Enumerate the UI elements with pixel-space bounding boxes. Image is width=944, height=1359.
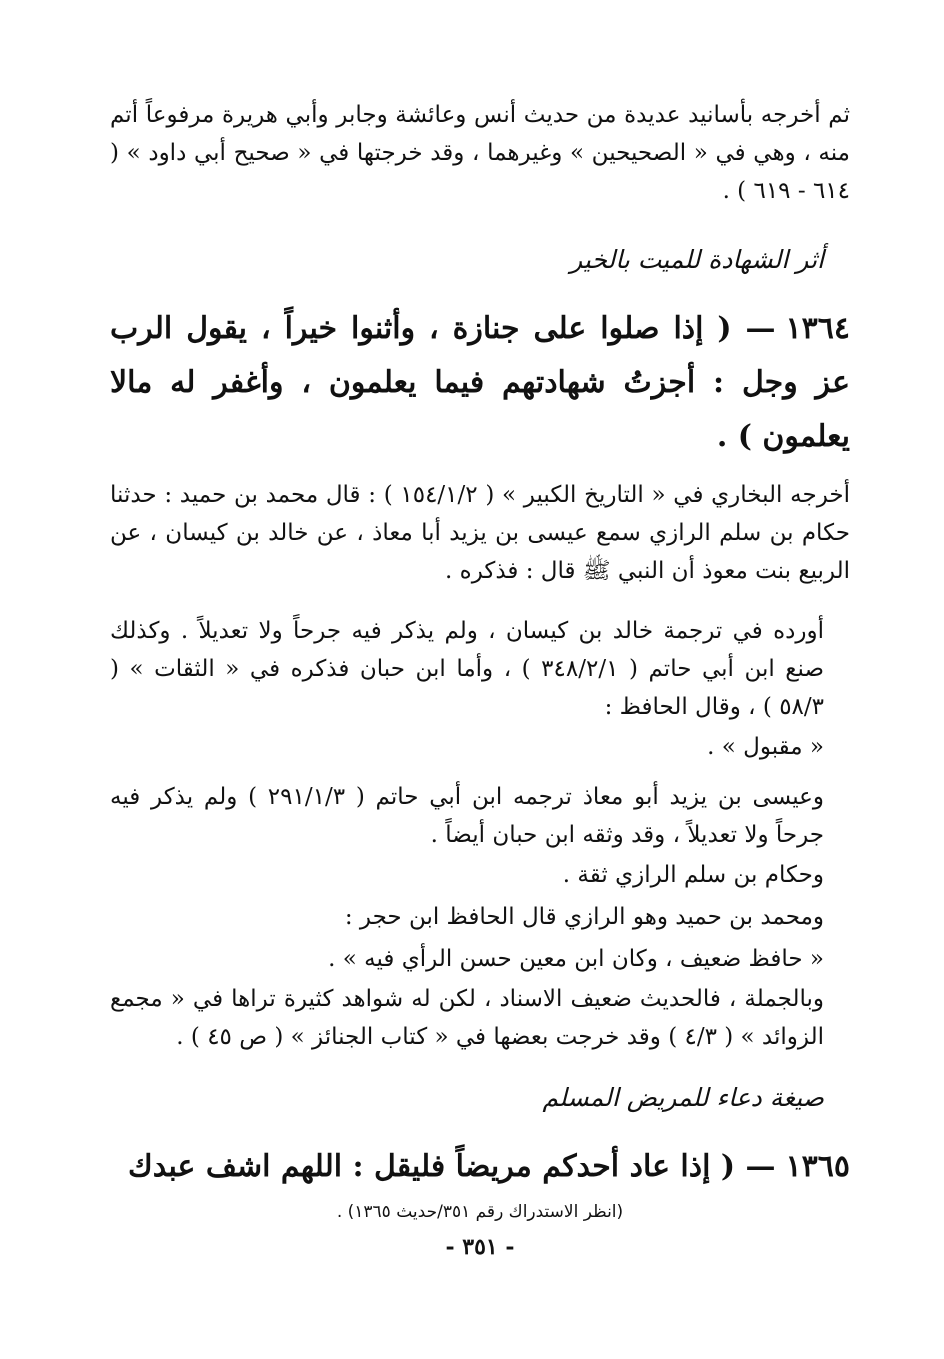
footnote-reference: (انظر الاستدراك رقم ٣٥١/حديث ١٣٦٥) . [336,1202,624,1222]
hakkam-line: وحكام بن سلم الرازي ثقة . [562,862,824,888]
section-heading-witness: أثر الشهادة للميت بالخير [570,245,824,274]
maqbul-line: « مقبول » . [707,734,824,760]
muhammad-line: ومحمد بن حميد وهو الرازي قال الحافظ ابن حجر : [344,904,824,930]
hadith-number: ١٣٦٤ [785,311,850,346]
intro-paragraph: ثم أخرجه بأسانيد عديدة من حديث أنس وعائشة وجابر وأبي هريرة مرفوعاً أتم منه ، وهي في « الصحيحين » وغيرهما ، وقد خرجتها في « صحيح أبي داود » ( ٦١٤ - ٦١٩ ) . [110,102,850,204]
section-heading-supplication: صيغة دعاء للمريض المسلم [542,1083,824,1112]
hadith-1364 [110,302,850,464]
hadith-number: ١٣٦٥ [785,1149,850,1184]
hadith-text: — ( إذا صلوا على جنازة ، وأثنوا خيراً ، يقول الرب عز وجل : أجزتُ شهادتهم فيما يعلمون ، وأغفر له مالا يعلمون ) . [110,311,850,454]
isa-paragraph: وعيسى بن يزيد أبو معاذ ترجمه ابن أبي حاتم ( ٢٩١/١/٣ ) ولم يذكر فيه جرحاً ولا تعديلاً ، وقد وثقه ابن حبان أيضاً . [110,784,824,848]
page-number: - ٣٥١ - [445,1234,515,1260]
hadith-1365 [110,1140,850,1194]
hafiz-quote-line: « حافظ ضعيف ، وكان ابن معين حسن الرأي فيه » . [328,946,824,972]
hadith-text: — ( إذا عاد أحدكم مريضاً فليقل : اللهم اشف عبدك [128,1149,776,1184]
conclusion-paragraph: وبالجملة ، فالحديث ضعيف الاسناد ، لكن له شواهد كثيرة تراها في « مجمع الزوائد » ( ٤/٣ ) وقد خرجت بعضها في « كتاب الجنائز » ( ص ٤٥ ) . [110,986,824,1050]
document-page [110,96,850,1260]
tarjama-paragraph: أورده في ترجمة خالد بن كيسان ، ولم يذكر فيه جرحاً ولا تعديلاً . وكذلك صنع ابن أبي حاتم ( ٣٤٨/٢/١ ) ، وأما ابن حبان فذكره في « الثقات » ( ٥٨/٣ ) ، وقال الحافظ : [110,618,825,720]
takhrij-paragraph: أخرجه البخاري في « التاريخ الكبير » ( ١٥٤/١/٢ ) : قال محمد بن حميد : حدثنا حكام بن سلم الرازي سمع عيسى بن يزيد أبا معاذ ، عن خالد بن كيسان ، عن الربيع بنت معوذ أن النبي ﷺ قال : فذكره . [110,482,850,584]
